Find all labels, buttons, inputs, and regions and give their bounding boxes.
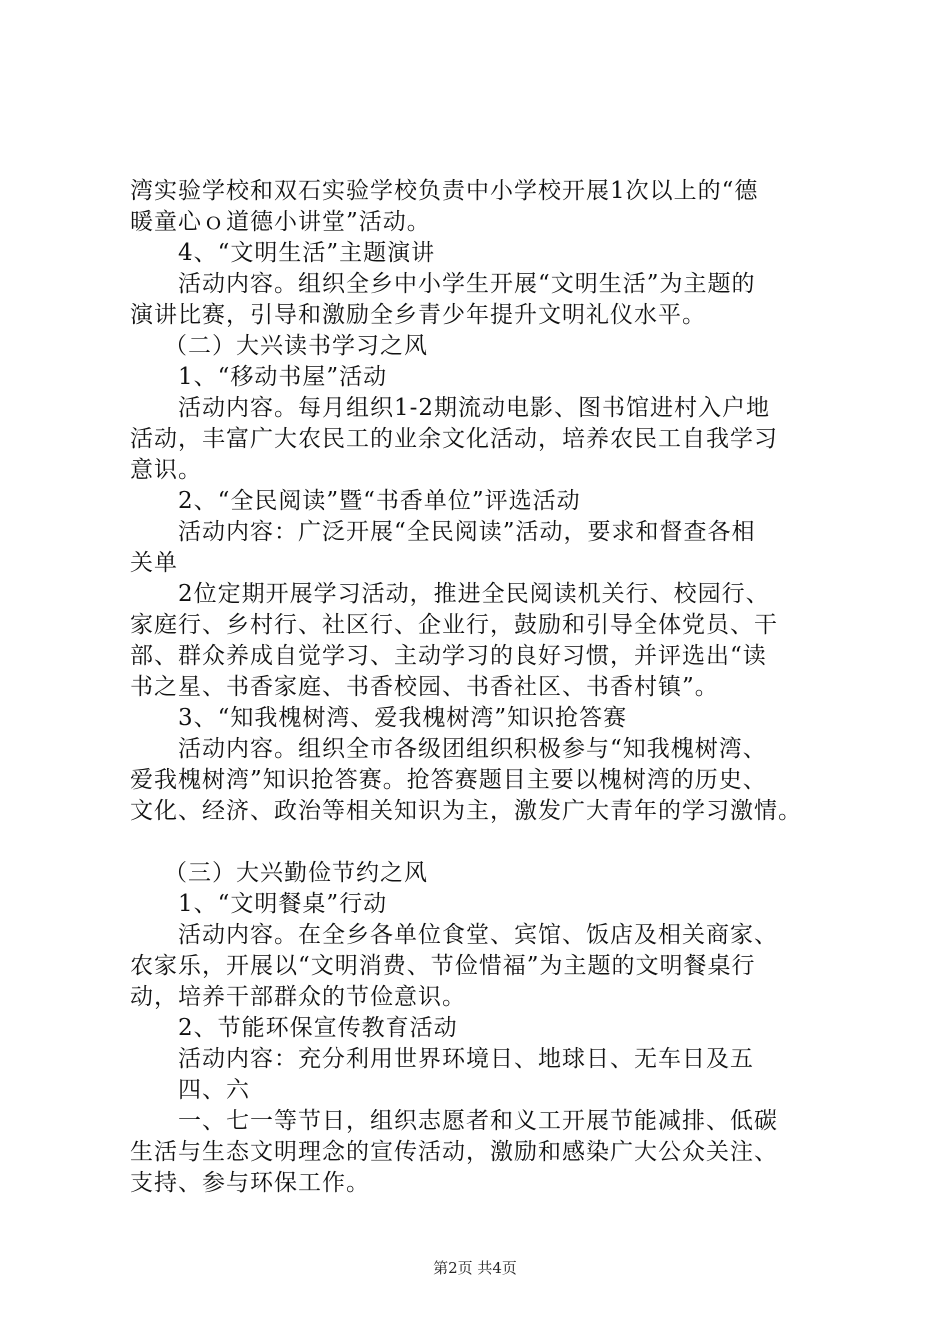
text-line: 活动内容。在全乡各单位食堂、宾馆、饭店及相关商家、 bbox=[178, 922, 778, 948]
text-line: 暖童心ｏ道德小讲堂”活动。 bbox=[130, 209, 431, 235]
text-line: 活动内容。组织全乡中小学生开展“文明生活”为主题的 bbox=[178, 271, 756, 297]
text-line: 2位定期开展学习活动，推进全民阅读机关行、校园行、 bbox=[178, 581, 770, 607]
section-heading: （三）大兴勤俭节约之风 bbox=[164, 860, 428, 886]
text-line: 动，培养干部群众的节俭意识。 bbox=[130, 984, 466, 1010]
text-line: 1、“移动书屋”活动 bbox=[178, 364, 388, 390]
text-line: 生活与生态文明理念的宣传活动，激励和感染广大公众关注、 bbox=[130, 1139, 778, 1165]
text-line: 一、七一等节日，组织志愿者和义工开展节能减排、低碳 bbox=[178, 1108, 778, 1134]
text-line: 活动内容。组织全市各级团组织积极参与“知我槐树湾、 bbox=[178, 736, 767, 762]
text-line: 湾实验学校和双石实验学校负责中小学校开展1次以上的“德 bbox=[130, 178, 759, 204]
text-line: 四、六 bbox=[178, 1077, 250, 1103]
text-line: 农家乐，开展以“文明消费、节俭惜福”为主题的文明餐桌行 bbox=[130, 953, 756, 979]
text-line: 活动内容。每月组织1-2期流动电影、图书馆进村入户地 bbox=[178, 395, 771, 421]
text-line: 部、群众养成自觉学习、主动学习的良好习惯，并评选出“读 bbox=[130, 643, 767, 669]
text-line: 活动内容：充分利用世界环境日、地球日、无车日及五 bbox=[178, 1046, 754, 1072]
text-line: 意识。 bbox=[130, 457, 202, 483]
text-line: 支持、参与环保工作。 bbox=[130, 1170, 370, 1196]
text-line: 4、“文明生活”主题演讲 bbox=[178, 240, 436, 266]
text-line: 家庭行、乡村行、社区行、企业行，鼓励和引导全体党员、干 bbox=[130, 612, 778, 638]
text-line: 2、节能环保宣传教育活动 bbox=[178, 1015, 458, 1041]
text-line: 3、“知我槐树湾、爱我槐树湾”知识抢答赛 bbox=[178, 705, 628, 731]
page-footer: 第2页 共4页 bbox=[433, 1259, 517, 1277]
text-line: 1、“文明餐桌”行动 bbox=[178, 891, 388, 917]
text-line: 活动内容：广泛开展“全民阅读”活动，要求和督查各相 bbox=[178, 519, 756, 545]
text-line: 2、“全民阅读”暨“书香单位”评选活动 bbox=[178, 488, 581, 514]
text-line: 活动，丰富广大农民工的业余文化活动，培养农民工自我学习 bbox=[130, 426, 778, 452]
text-line: 演讲比赛，引导和激励全乡青少年提升文明礼仪水平。 bbox=[130, 302, 706, 328]
text-line: 文化、经济、政治等相关知识为主，激发广大青年的学习激情。 bbox=[130, 798, 802, 824]
text-line: 爱我槐树湾”知识抢答赛。抢答赛题目主要以槐树湾的历史、 bbox=[130, 767, 767, 793]
section-heading: （二）大兴读书学习之风 bbox=[164, 333, 428, 359]
text-line: 关单 bbox=[130, 550, 178, 576]
text-line: 书之星、书香家庭、书香校园、书香社区、书香村镇”。 bbox=[130, 674, 719, 700]
